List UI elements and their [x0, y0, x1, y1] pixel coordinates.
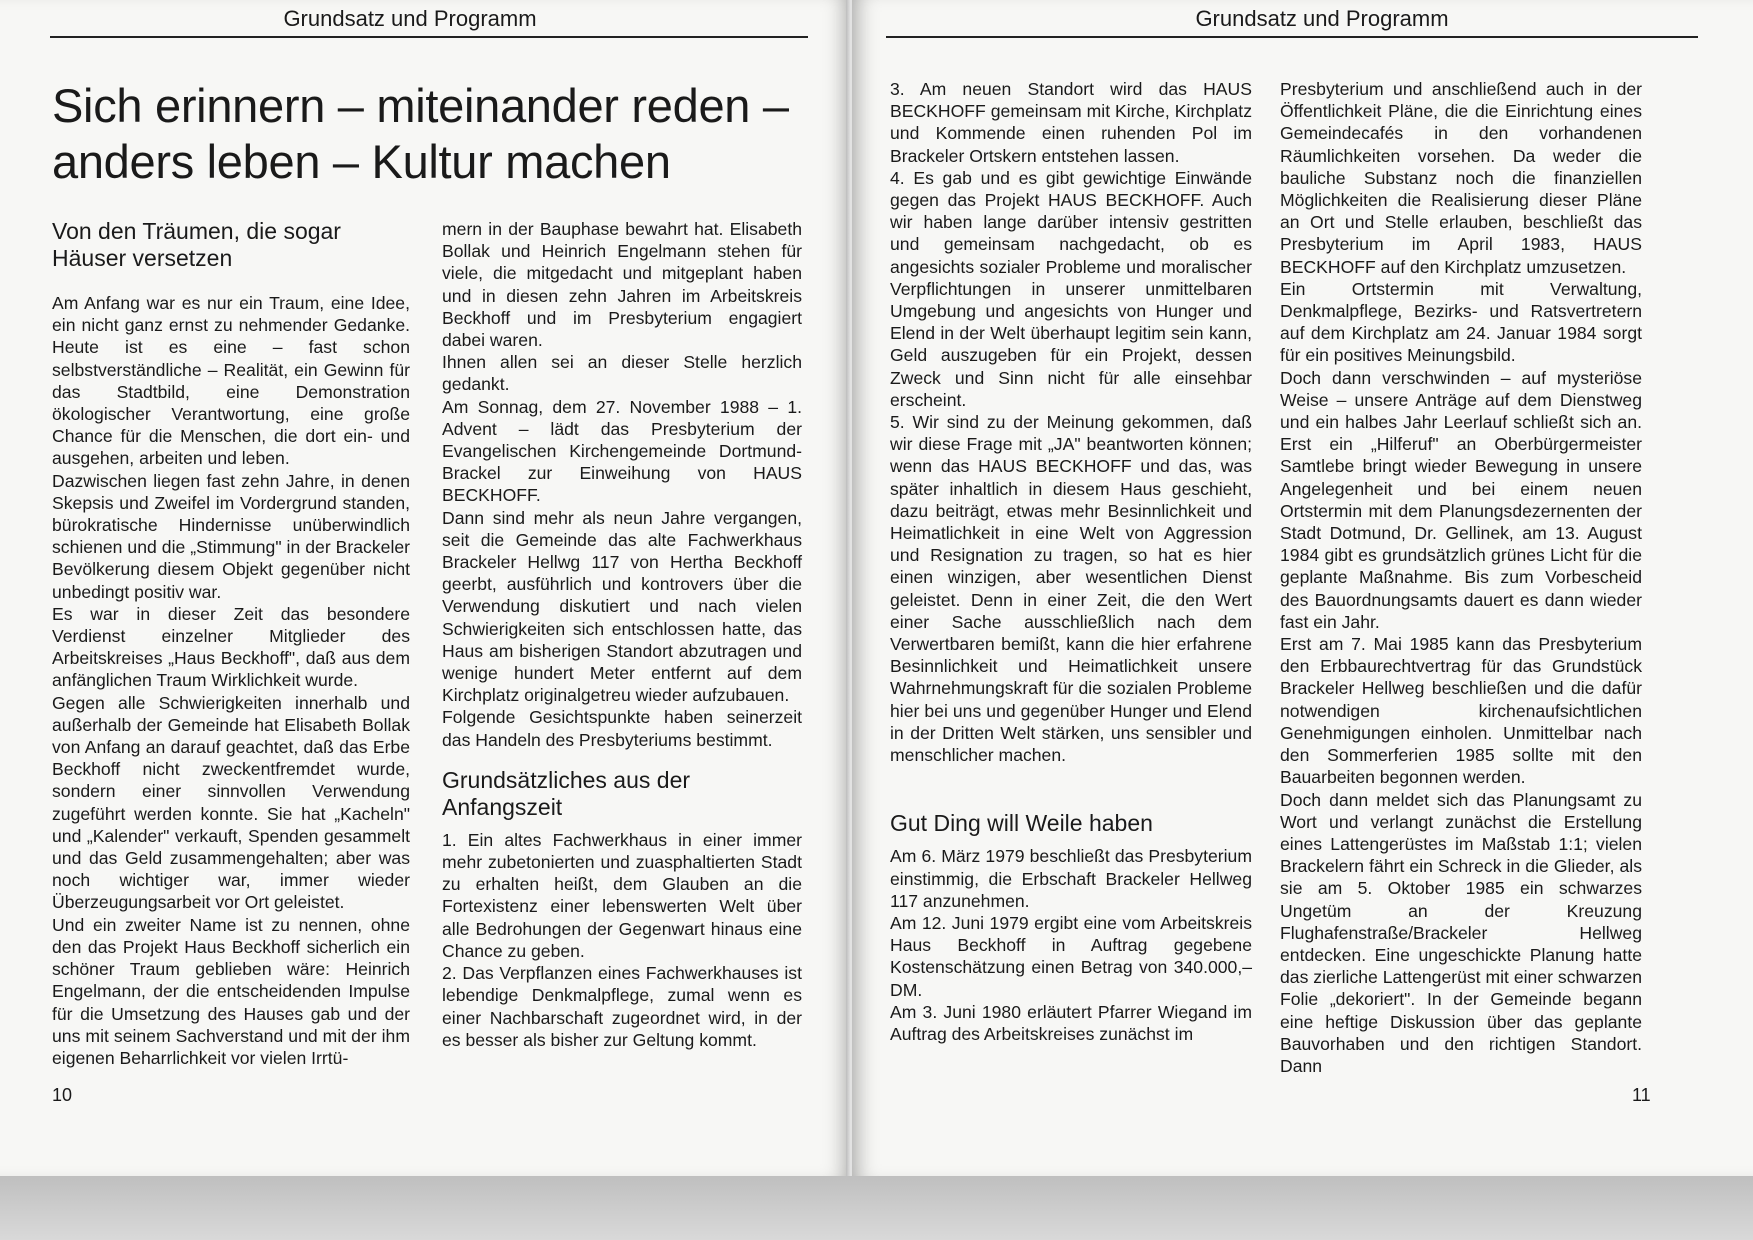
- paragraph: Ein Ortstermin mit Verwaltung, Denkmalpflege, Bezirks- und Ratsvertretern auf dem Kirchplatz am 24. Januar 1984 sorgt für ein positives Meinungsbild.: [1280, 278, 1642, 366]
- title-line-1: Sich erinnern – miteinander reden –: [52, 79, 789, 132]
- right-column-2: [1280, 78, 1642, 1077]
- section-heading-principles: Grundsätzliches aus der Anfangszeit: [442, 766, 691, 820]
- right-column-1: [890, 78, 1252, 1045]
- paragraph: Folgende Gesichtspunkte haben seinerzeit das Handeln des Presbyteriums bestimmt.: [442, 707, 802, 750]
- article-title: [52, 78, 812, 190]
- paragraph: Ihnen allen sei an dieser Stelle herzlich gedankt.: [442, 352, 802, 395]
- paragraph: 1. Ein altes Fachwerkhaus in einer immer mehr zubetonierten und zuasphaltierten Stadt zu erhalten heißt, dem Glauben an die Fortexistenz einer lebenswerten Welt über alle Bedrohungen der Gegenwart hinaus eine Chance zu geben.: [442, 829, 802, 961]
- paragraph: Gegen alle Schwierigkeiten innerhalb und außerhalb der Gemeinde hat Elisabeth Bollak von Anfang an darauf geachtet, daß das Erbe Beckhoff nicht zweckentfremdet wurde, sondern einer sinnvollen Verwendung zugeführt werden konnte. Sie hat „Kacheln" und „Kalender" verkauft, Spenden gesammelt und das Geld zusammengehalten; aber was noch wichtiger war, immer wieder Überzeugungsarbeit vor Ort geleistet.: [52, 692, 410, 913]
- paragraph: 2. Das Verpflanzen eines Fachwerkhauses ist lebendige Denkmalpflege, zumal wenn es einer Nachbarschaft zugeordnet wird, in der es besser als bisher zur Geltung kommt.: [442, 963, 802, 1050]
- paragraph: Dann sind mehr als neun Jahre vergangen, seit die Gemeinde das alte Fachwerkhaus Brackeler Hellwg 117 von Hertha Beckhoff geerbt, ausführlich und kontrovers über die Verwendung diskutiert und nach vielen Schwierigkeiten sich entschlossen hatte, das Haus am bisherigen Standort abzutragen und wenige hundert Meter entfernt auf dem Kirchplatz originalgetreu wieder aufzubauen.: [442, 507, 802, 706]
- page-number-left: 10: [52, 1085, 73, 1105]
- paragraph: Am 3. Juni 1980 erläutert Pfarrer Wiegand im Auftrag des Arbeitskreises zunächst im: [890, 1001, 1252, 1044]
- paragraph: Am 12. Juni 1979 ergibt eine vom Arbeitskreis Haus Beckhoff in Auftrag gegebene Kostenschätzung einen Betrag von 340.000,– DM.: [890, 912, 1252, 1000]
- running-head-left: Grundsatz und Programm: [283, 6, 537, 31]
- paragraph: Doch dann verschwinden – auf mysteriöse Weise – unsere Anträge auf dem Dienstweg und ein halbes Jahr Leerlauf schließt sich an. Erst ein „Hilferuf" an Oberbürgermeister Samtlebe bringt wieder Bewegung in unsere Angelegenheit und bei einem neuen Ortstermin mit dem Planungsdezernenten der Stadt Dotmund, Dr. Gellinek, am 13. August 1984 gibt es grundsätzlich grünes Licht für die geplante Maßnahme. Bis zum Vorbescheid des Bauordnungsamts dauert es dann wieder fast ein Jahr.: [1280, 367, 1642, 632]
- paragraph: Am 6. März 1979 beschließt das Presbyterium einstimmig, die Erbschaft Brackeler Hellweg 117 anzunehmen.: [890, 846, 1252, 911]
- title-line-2: anders leben – Kultur machen: [52, 135, 671, 188]
- paragraph: Am Sonnag, dem 27. November 1988 – 1. Advent – lädt das Presbyterium der Evangelischen Kirchengemeinde Dortmund-Brackel zur Einweihung von HAUS BECKHOFF.: [442, 396, 802, 506]
- paragraph: Doch dann meldet sich das Planungsamt zu Wort und verlangt zunächst die Erstellung eines Lattengerüstes im Maßstab 1:1; vielen Brackelern fährt ein Schreck in die Glieder, als sie am 5. Oktober 1985 ein schwarzes Ungetüm an der Kreuzung Flughafenstraße/Brackeler Hellweg entdecken. Eine ungeschickte Planung hatte das zierliche Lattengerüst mit einer schwarzen Folie „dekoriert". In der Gemeinde begann eine heftige Diskussion über das geplante Bauvorhaben und den richtigen Standort. Dann: [1280, 789, 1642, 1076]
- paragraph: Und ein zweiter Name ist zu nennen, ohne den das Projekt Haus Beckhoff sicherlich ein schöner Traum geblieben wäre: Heinrich Engelmann, der die entscheidenden Impulse für die Umsetzung des Hauses gab und der uns mit seinem Sachverstand und mit der ihm eigenen Beharrlichkeit vor vielen Irrtü-: [52, 914, 410, 1068]
- right-page: [852, 0, 1753, 1176]
- scan-background: [0, 1176, 1753, 1240]
- header-rule-right: [886, 36, 1698, 38]
- left-column-1: [52, 218, 410, 1069]
- paragraph: mern in der Bauphase bewahrt hat. Elisabeth Bollak und Heinrich Engelmann stehen für viele, die mitgedacht und mitgeplant haben und in diesen zehn Jahren im Arbeitskreis Beckhoff und im Presbyterium engagiert dabei waren.: [442, 219, 802, 351]
- paragraph: 4. Es gab und es gibt gewichtige Einwände gegen das Projekt HAUS BECKHOFF. Auch wir haben lange darüber intensiv gestritten und gemeinsam nachgedacht, ob es angesichts sozialer Probleme und moralischer Verpflichtungen in unserer unmittelbaren Umgebung und angesichts von Hunger und Elend in der Welt überhaupt legitim sein kann, Geld auszugeben für ein Projekt, dessen Zweck und Sinn nicht für alle einsehbar erscheint.: [890, 167, 1252, 410]
- page-number-right: 11: [1632, 1085, 1651, 1105]
- paragraph: Presbyterium und anschließend auch in der Öffentlichkeit Pläne, die die Einrichtung eines Gemeindecafés in den vorhandenen Räumlichkeiten vorsehen. Da weder die bauliche Substanz noch die finanziellen Möglichkeiten die Realisierung dieser Pläne an Ort und Stelle erlauben, beschließt das Presbyterium im April 1983, HAUS BECKHOFF auf den Kirchplatz umzusetzen.: [1280, 79, 1642, 277]
- paragraph: Es war in dieser Zeit das besondere Verdienst einzelner Mitglieder des Arbeitskreises „Haus Beckhoff", daß aus dem anfänglichen Traum Wirklichkeit wurde.: [52, 603, 410, 691]
- paragraph: Am Anfang war es nur ein Traum, eine Idee, ein nicht ganz ernst zu nehmender Gedanke. Heute ist es eine – fast schon selbstverständliche – Realität, ein Gewinn für das Stadtbild, eine Demonstration ökologischer Verantwortung, eine große Chance für die Menschen, die dort ein- und ausgehen, arbeiten und leben.: [52, 293, 410, 469]
- left-column-2: [442, 218, 802, 1051]
- paragraph: Erst am 7. Mai 1985 kann das Presbyterium den Erbbaurechtvertrag für das Grundstück Brackeler Hellweg beschließen und die dafür notwendigen kirchenaufsichtlichen Genehmigungen einholen. Unmittelbar nach den Sommerferien 1985 sollte mit den Bauarbeiten begonnen werden.: [1280, 634, 1642, 788]
- left-page: [0, 0, 850, 1176]
- header-rule-left: [50, 36, 808, 38]
- paragraph: Dazwischen liegen fast zehn Jahre, in denen Skepsis und Zweifel im Vordergrund standen, bürokratische Hindernisse unüberwindlich schienen und die „Stimmung" in der Brackeler Bevölkerung diesem Objekt gegenüber nicht unbedingt positiv war.: [52, 470, 410, 602]
- paragraph: 5. Wir sind zu der Meinung gekommen, daß wir diese Frage mit „JA" beantworten können; wenn das HAUS BECKHOFF und das, was später inhaltlich in diesem Haus geschieht, dazu beiträgt, etwas mehr Besinnlichkeit und Heimatlichkeit in eine Welt von Aggression und Resignation zu tragen, so hat es hier einen winzigen, aber wesentlichen Dienst geleistet. Denn in einer Zeit, die den Wert einer Sache ausschließlich nach dem Verwertbaren bemißt, kann die hier erfahrene Besinnlichkeit und Heimatlichkeit unsere Wahrnehmungskraft für die sozialen Probleme hier bei uns und gegenüber Hunger und Elend in der Dritten Welt stärken, uns sensibler und menschlicher machen.: [890, 412, 1252, 766]
- paragraph: 3. Am neuen Standort wird das HAUS BECKHOFF gemeinsam mit Kirche, Kirchplatz und Kommende einen ruhenden Pol im Brackeler Ortskern entstehen lassen.: [890, 79, 1252, 166]
- running-head-right: Grundsatz und Programm: [1195, 6, 1449, 31]
- section-heading-good-things: Gut Ding will Weile haben: [890, 810, 1153, 837]
- section-heading-dreams: Von den Träumen, die sogar Häuser versetzen: [52, 218, 341, 271]
